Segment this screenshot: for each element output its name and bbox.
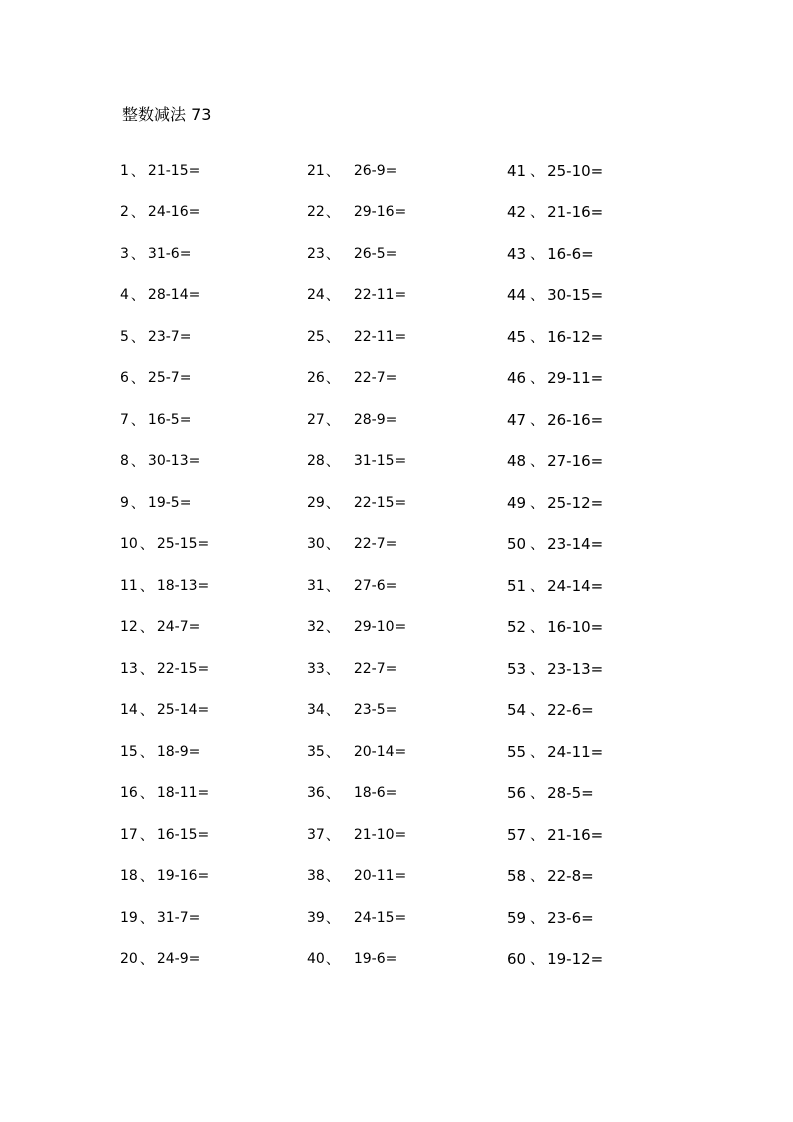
problem-separator: 、 bbox=[130, 329, 145, 346]
problem-number: 16 bbox=[120, 785, 138, 802]
problem-separator: 、 bbox=[530, 661, 545, 678]
problem-item bbox=[507, 814, 603, 856]
problem-expression: 31-15= bbox=[353, 453, 407, 470]
problem-number: 4 bbox=[120, 287, 129, 304]
problem-number: 31 bbox=[307, 577, 325, 594]
problem-separator: 、 bbox=[530, 163, 545, 180]
problem-number: 33 bbox=[307, 660, 325, 677]
problem-separator: 、 bbox=[130, 371, 145, 388]
problem-separator: 、 bbox=[325, 412, 340, 429]
problem-item bbox=[507, 939, 603, 981]
problem-number: 35 bbox=[307, 743, 325, 760]
problem-separator: 、 bbox=[139, 827, 154, 844]
problem-separator: 、 bbox=[325, 744, 340, 761]
problem-item bbox=[307, 648, 406, 690]
problem-separator: 、 bbox=[130, 205, 145, 222]
problem-item bbox=[507, 648, 603, 690]
problem-expression: 23-7= bbox=[147, 328, 192, 345]
problem-item bbox=[120, 358, 209, 400]
problem-number: 49 bbox=[507, 493, 527, 512]
problem-separator: 、 bbox=[530, 454, 545, 471]
problem-number: 32 bbox=[307, 619, 325, 636]
problem-item bbox=[507, 856, 603, 898]
problem-item bbox=[307, 814, 406, 856]
problem-separator: 、 bbox=[530, 537, 545, 554]
problem-number: 25 bbox=[307, 328, 325, 345]
problem-number: 40 bbox=[307, 951, 325, 968]
problem-separator: 、 bbox=[530, 620, 545, 637]
problem-number: 8 bbox=[120, 453, 129, 470]
problem-item bbox=[120, 731, 209, 773]
problem-separator: 、 bbox=[139, 869, 154, 886]
problem-item bbox=[120, 316, 209, 358]
problem-expression: 25-15= bbox=[156, 536, 210, 553]
problem-expression: 19-5= bbox=[147, 494, 192, 511]
problem-expression: 29-10= bbox=[353, 619, 407, 636]
problem-number: 60 bbox=[507, 950, 527, 969]
problem-number: 1 bbox=[120, 162, 129, 179]
problem-number: 10 bbox=[120, 536, 138, 553]
problem-item bbox=[307, 607, 406, 649]
problem-separator: 、 bbox=[325, 288, 340, 305]
problem-expression: 22-15= bbox=[353, 494, 407, 511]
problem-number: 39 bbox=[307, 909, 325, 926]
problem-item bbox=[307, 897, 406, 939]
problem-item bbox=[507, 607, 603, 649]
problem-item bbox=[307, 565, 406, 607]
problem-number: 47 bbox=[507, 410, 527, 429]
problem-column-2 bbox=[307, 150, 406, 980]
problem-item bbox=[307, 773, 406, 815]
problem-separator: 、 bbox=[530, 371, 545, 388]
problem-item bbox=[507, 482, 603, 524]
problem-separator: 、 bbox=[530, 246, 545, 263]
problem-separator: 、 bbox=[325, 371, 340, 388]
problem-separator: 、 bbox=[130, 454, 145, 471]
problem-expression: 31-7= bbox=[156, 909, 201, 926]
problem-number: 15 bbox=[120, 743, 138, 760]
problem-number: 30 bbox=[307, 536, 325, 553]
problem-expression: 16-5= bbox=[147, 411, 192, 428]
problem-expression: 24-15= bbox=[353, 909, 407, 926]
problem-number: 26 bbox=[307, 370, 325, 387]
problem-separator: 、 bbox=[530, 412, 545, 429]
problem-expression: 18-9= bbox=[156, 743, 201, 760]
problem-item bbox=[307, 399, 406, 441]
problem-expression: 23-6= bbox=[547, 908, 594, 927]
problem-expression: 27-6= bbox=[353, 577, 398, 594]
problem-separator: 、 bbox=[530, 288, 545, 305]
problem-number: 55 bbox=[507, 742, 527, 761]
problem-item bbox=[120, 233, 209, 275]
problem-item bbox=[120, 192, 209, 234]
problem-expression: 28-14= bbox=[147, 287, 201, 304]
problem-expression: 22-7= bbox=[353, 370, 398, 387]
problem-item bbox=[507, 441, 603, 483]
problem-item bbox=[120, 275, 209, 317]
problem-expression: 16-6= bbox=[547, 244, 594, 263]
problem-item bbox=[507, 690, 603, 732]
problem-item bbox=[120, 565, 209, 607]
problem-number: 51 bbox=[507, 576, 527, 595]
problem-expression: 27-16= bbox=[547, 452, 604, 471]
problem-item bbox=[507, 897, 603, 939]
problem-number: 23 bbox=[307, 245, 325, 262]
problem-expression: 23-13= bbox=[547, 659, 604, 678]
problem-separator: 、 bbox=[325, 205, 340, 222]
problem-item bbox=[507, 399, 603, 441]
problem-number: 29 bbox=[307, 494, 325, 511]
problem-number: 28 bbox=[307, 453, 325, 470]
problem-item bbox=[120, 482, 209, 524]
problem-expression: 23-14= bbox=[547, 535, 604, 554]
problem-expression: 22-6= bbox=[547, 701, 594, 720]
problem-separator: 、 bbox=[325, 537, 340, 554]
problem-expression: 19-12= bbox=[547, 950, 604, 969]
problem-item bbox=[507, 150, 603, 192]
problem-separator: 、 bbox=[530, 952, 545, 969]
problem-expression: 25-12= bbox=[547, 493, 604, 512]
problem-expression: 29-16= bbox=[353, 204, 407, 221]
problem-expression: 22-15= bbox=[156, 660, 210, 677]
problem-item bbox=[120, 441, 209, 483]
problem-separator: 、 bbox=[530, 744, 545, 761]
problem-separator: 、 bbox=[139, 952, 154, 969]
problem-separator: 、 bbox=[325, 869, 340, 886]
problem-expression: 28-5= bbox=[547, 784, 594, 803]
problem-item bbox=[120, 814, 209, 856]
problem-separator: 、 bbox=[130, 495, 145, 512]
problem-expression: 25-7= bbox=[147, 370, 192, 387]
problem-expression: 22-7= bbox=[353, 536, 398, 553]
problem-expression: 26-9= bbox=[353, 162, 398, 179]
problem-number: 37 bbox=[307, 826, 325, 843]
problem-item bbox=[507, 233, 603, 275]
problem-expression: 18-6= bbox=[353, 785, 398, 802]
problem-separator: 、 bbox=[530, 827, 545, 844]
problem-expression: 19-16= bbox=[156, 868, 210, 885]
problem-separator: 、 bbox=[325, 454, 340, 471]
problem-item bbox=[120, 399, 209, 441]
problem-expression: 21-16= bbox=[547, 203, 604, 222]
problem-item bbox=[507, 192, 603, 234]
problem-number: 36 bbox=[307, 785, 325, 802]
problem-separator: 、 bbox=[530, 205, 545, 222]
problem-expression: 31-6= bbox=[147, 245, 192, 262]
problem-item bbox=[120, 939, 209, 981]
problem-separator: 、 bbox=[325, 246, 340, 263]
problem-item bbox=[307, 690, 406, 732]
problem-number: 59 bbox=[507, 908, 527, 927]
problem-number: 46 bbox=[507, 369, 527, 388]
problem-separator: 、 bbox=[325, 786, 340, 803]
problem-expression: 26-16= bbox=[547, 410, 604, 429]
problem-expression: 24-16= bbox=[147, 204, 201, 221]
problem-number: 41 bbox=[507, 161, 527, 180]
problem-separator: 、 bbox=[325, 495, 340, 512]
problem-expression: 22-11= bbox=[353, 328, 407, 345]
problem-expression: 20-14= bbox=[353, 743, 407, 760]
problem-separator: 、 bbox=[130, 412, 145, 429]
problem-expression: 25-14= bbox=[156, 702, 210, 719]
problem-item bbox=[307, 939, 406, 981]
problem-separator: 、 bbox=[325, 620, 340, 637]
problem-expression: 16-12= bbox=[547, 327, 604, 346]
problem-item bbox=[507, 275, 603, 317]
problem-number: 17 bbox=[120, 826, 138, 843]
problem-separator: 、 bbox=[139, 786, 154, 803]
problem-number: 18 bbox=[120, 868, 138, 885]
problem-expression: 21-16= bbox=[547, 825, 604, 844]
problem-separator: 、 bbox=[139, 537, 154, 554]
problem-expression: 18-11= bbox=[156, 785, 210, 802]
problem-number: 38 bbox=[307, 868, 325, 885]
problem-separator: 、 bbox=[130, 246, 145, 263]
problem-separator: 、 bbox=[139, 910, 154, 927]
problem-separator: 、 bbox=[325, 827, 340, 844]
problem-expression: 24-7= bbox=[156, 619, 201, 636]
problem-number: 44 bbox=[507, 286, 527, 305]
problem-expression: 23-5= bbox=[353, 702, 398, 719]
problem-item bbox=[507, 565, 603, 607]
problem-number: 22 bbox=[307, 204, 325, 221]
problem-expression: 25-10= bbox=[547, 161, 604, 180]
problem-number: 7 bbox=[120, 411, 129, 428]
problem-separator: 、 bbox=[139, 703, 154, 720]
problem-number: 48 bbox=[507, 452, 527, 471]
problem-separator: 、 bbox=[530, 495, 545, 512]
problem-number: 21 bbox=[307, 162, 325, 179]
problem-separator: 、 bbox=[139, 578, 154, 595]
problem-expression: 24-14= bbox=[547, 576, 604, 595]
problem-number: 2 bbox=[120, 204, 129, 221]
problem-number: 12 bbox=[120, 619, 138, 636]
problem-number: 50 bbox=[507, 535, 527, 554]
problem-item bbox=[307, 731, 406, 773]
problem-item bbox=[307, 358, 406, 400]
problem-number: 24 bbox=[307, 287, 325, 304]
problem-number: 56 bbox=[507, 784, 527, 803]
problem-separator: 、 bbox=[325, 952, 340, 969]
problem-item bbox=[307, 150, 406, 192]
problem-item bbox=[507, 773, 603, 815]
problem-item bbox=[120, 648, 209, 690]
problem-number: 43 bbox=[507, 244, 527, 263]
page-title: 整数减法 73 bbox=[122, 105, 212, 124]
problem-expression: 21-10= bbox=[353, 826, 407, 843]
problem-separator: 、 bbox=[139, 744, 154, 761]
problem-separator: 、 bbox=[130, 163, 145, 180]
problem-item bbox=[307, 524, 406, 566]
problem-item bbox=[120, 897, 209, 939]
problem-item bbox=[307, 275, 406, 317]
problem-separator: 、 bbox=[530, 910, 545, 927]
problem-expression: 30-15= bbox=[547, 286, 604, 305]
problem-number: 11 bbox=[120, 577, 138, 594]
problem-expression: 28-9= bbox=[353, 411, 398, 428]
problem-number: 42 bbox=[507, 203, 527, 222]
problem-item bbox=[120, 773, 209, 815]
problem-expression: 19-6= bbox=[353, 951, 398, 968]
problem-separator: 、 bbox=[325, 578, 340, 595]
problem-expression: 30-13= bbox=[147, 453, 201, 470]
problem-number: 58 bbox=[507, 867, 527, 886]
problem-number: 27 bbox=[307, 411, 325, 428]
problem-separator: 、 bbox=[325, 329, 340, 346]
problem-number: 34 bbox=[307, 702, 325, 719]
problem-expression: 22-7= bbox=[353, 660, 398, 677]
problem-number: 20 bbox=[120, 951, 138, 968]
problem-item bbox=[307, 316, 406, 358]
problem-separator: 、 bbox=[530, 869, 545, 886]
problem-separator: 、 bbox=[530, 786, 545, 803]
problem-separator: 、 bbox=[139, 661, 154, 678]
problem-separator: 、 bbox=[325, 661, 340, 678]
problem-separator: 、 bbox=[530, 329, 545, 346]
problem-column-1 bbox=[120, 150, 209, 980]
problem-item bbox=[120, 524, 209, 566]
problem-separator: 、 bbox=[325, 163, 340, 180]
problem-separator: 、 bbox=[325, 703, 340, 720]
problem-expression: 16-10= bbox=[547, 618, 604, 637]
problem-expression: 22-11= bbox=[353, 287, 407, 304]
problem-separator: 、 bbox=[530, 703, 545, 720]
problem-number: 19 bbox=[120, 909, 138, 926]
problem-number: 52 bbox=[507, 618, 527, 637]
problem-separator: 、 bbox=[530, 578, 545, 595]
problem-number: 14 bbox=[120, 702, 138, 719]
problem-number: 54 bbox=[507, 701, 527, 720]
problem-item bbox=[307, 856, 406, 898]
problem-expression: 20-11= bbox=[353, 868, 407, 885]
problem-separator: 、 bbox=[139, 620, 154, 637]
problem-item bbox=[307, 192, 406, 234]
problem-item bbox=[507, 524, 603, 566]
problem-item bbox=[307, 482, 406, 524]
problem-column-3 bbox=[507, 150, 603, 980]
problem-item bbox=[120, 690, 209, 732]
problem-number: 9 bbox=[120, 494, 129, 511]
problem-expression: 16-15= bbox=[156, 826, 210, 843]
problem-separator: 、 bbox=[130, 288, 145, 305]
problem-number: 57 bbox=[507, 825, 527, 844]
problem-expression: 24-11= bbox=[547, 742, 604, 761]
problem-number: 5 bbox=[120, 328, 129, 345]
problem-expression: 26-5= bbox=[353, 245, 398, 262]
problem-expression: 18-13= bbox=[156, 577, 210, 594]
problem-expression: 21-15= bbox=[147, 162, 201, 179]
problem-number: 6 bbox=[120, 370, 129, 387]
problem-item bbox=[507, 731, 603, 773]
problem-item bbox=[120, 856, 209, 898]
problem-number: 45 bbox=[507, 327, 527, 346]
problem-item bbox=[120, 607, 209, 649]
problem-item bbox=[120, 150, 209, 192]
problem-number: 3 bbox=[120, 245, 129, 262]
problem-expression: 22-8= bbox=[547, 867, 594, 886]
problem-item bbox=[307, 441, 406, 483]
problem-item bbox=[507, 316, 603, 358]
problem-item bbox=[307, 233, 406, 275]
problem-expression: 24-9= bbox=[156, 951, 201, 968]
problem-expression: 29-11= bbox=[547, 369, 604, 388]
problem-number: 53 bbox=[507, 659, 527, 678]
problem-number: 13 bbox=[120, 660, 138, 677]
problem-separator: 、 bbox=[325, 910, 340, 927]
problem-item bbox=[507, 358, 603, 400]
